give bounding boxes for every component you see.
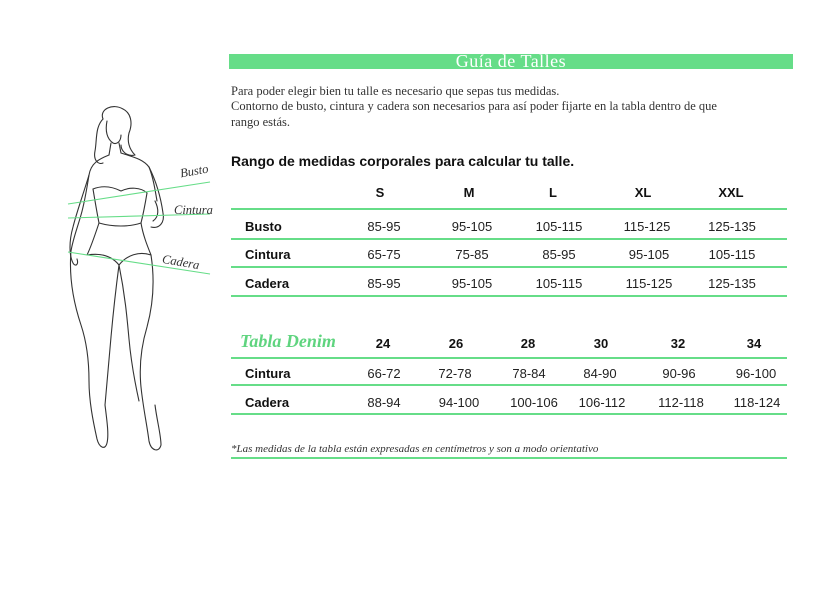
denim-size-header: 30: [593, 336, 609, 351]
table-cell: 72-78: [438, 366, 472, 381]
table-rule: [231, 208, 787, 210]
denim-size-header: 24: [375, 336, 391, 351]
denim-table-title: Tabla Denim: [240, 331, 336, 351]
table-cell: 125-135: [708, 219, 756, 234]
table-cell: 85-95: [367, 276, 401, 291]
intro-line-2: Contorno de busto, cintura y cadera son necesarios para así poder fijarte en la tabla dentro de que: [231, 99, 717, 113]
table-cell: 95-105: [628, 247, 670, 262]
footnote-rule: [231, 457, 787, 459]
denim-size-header: 26: [448, 336, 464, 351]
table-cell: 96-100: [735, 366, 777, 381]
table-cell: 106-112: [578, 395, 626, 410]
row-label: Cadera: [245, 395, 290, 410]
face-outline: [106, 121, 121, 144]
table-cell: 78-84: [512, 366, 546, 381]
table-rule: [231, 357, 787, 359]
size-header: XXL: [718, 185, 744, 200]
body-figure-illustration: [55, 105, 230, 465]
table-cell: 100-106: [510, 395, 558, 410]
page-title: Guía de Talles: [455, 51, 567, 71]
page-title-bar: [229, 51, 793, 71]
busto-measure-line: [68, 182, 210, 204]
table-rule: [231, 384, 787, 386]
table-cell: 115-125: [623, 219, 671, 234]
table-rule: [231, 295, 787, 297]
table-rule: [231, 413, 787, 415]
table-cell: 95-105: [451, 276, 493, 291]
row-label: Cadera: [245, 276, 290, 291]
size-header: XL: [634, 185, 652, 200]
table-cell: 105-115: [708, 247, 756, 262]
table-cell: 115-125: [625, 276, 673, 291]
table-cell: 90-96: [662, 366, 696, 381]
row-label: Cintura: [245, 366, 291, 381]
intro-line-3: rango estás.: [231, 115, 291, 129]
table-cell: 94-100: [438, 395, 480, 410]
denim-size-header: 28: [520, 336, 536, 351]
figure-label-busto: Busto: [178, 161, 210, 181]
table-cell: 105-115: [535, 276, 583, 291]
row-label: Cintura: [245, 247, 291, 262]
figure-label-cadera: Cadera: [161, 251, 201, 273]
row-label: Busto: [245, 219, 282, 234]
figure-label-cintura: Cintura: [174, 203, 213, 217]
table-cell: 112-118: [658, 395, 704, 410]
section-heading: Rango de medidas corporales para calcular tu talle.: [231, 153, 575, 169]
table-cell: 95-105: [451, 219, 493, 234]
table-cell: 84-90: [583, 366, 617, 381]
size-header: M: [463, 185, 475, 200]
table-cell: 118-124: [733, 395, 781, 410]
table-cell: 65-75: [367, 247, 401, 262]
hair-outline: [102, 107, 135, 156]
table-rule: [231, 266, 787, 268]
size-header: S: [375, 185, 385, 200]
footnote: *Las medidas de la tabla están expresadas en centímetros y son a modo orientativo: [231, 443, 599, 455]
denim-size-header: 34: [746, 336, 762, 351]
table-cell: 85-95: [367, 219, 401, 234]
table-cell: 125-135: [708, 276, 756, 291]
table-cell: 66-72: [367, 366, 401, 381]
size-header: L: [549, 185, 557, 200]
table-cell: 85-95: [542, 247, 576, 262]
table-rule: [231, 238, 787, 240]
intro-line-1: Para poder elegir bien tu talle es necesario que sepas tus medidas.: [231, 84, 560, 98]
table-cell: 88-94: [367, 395, 401, 410]
table-cell: 105-115: [535, 219, 583, 234]
denim-size-header: 32: [670, 336, 686, 351]
table-cell: 75-85: [455, 247, 489, 262]
